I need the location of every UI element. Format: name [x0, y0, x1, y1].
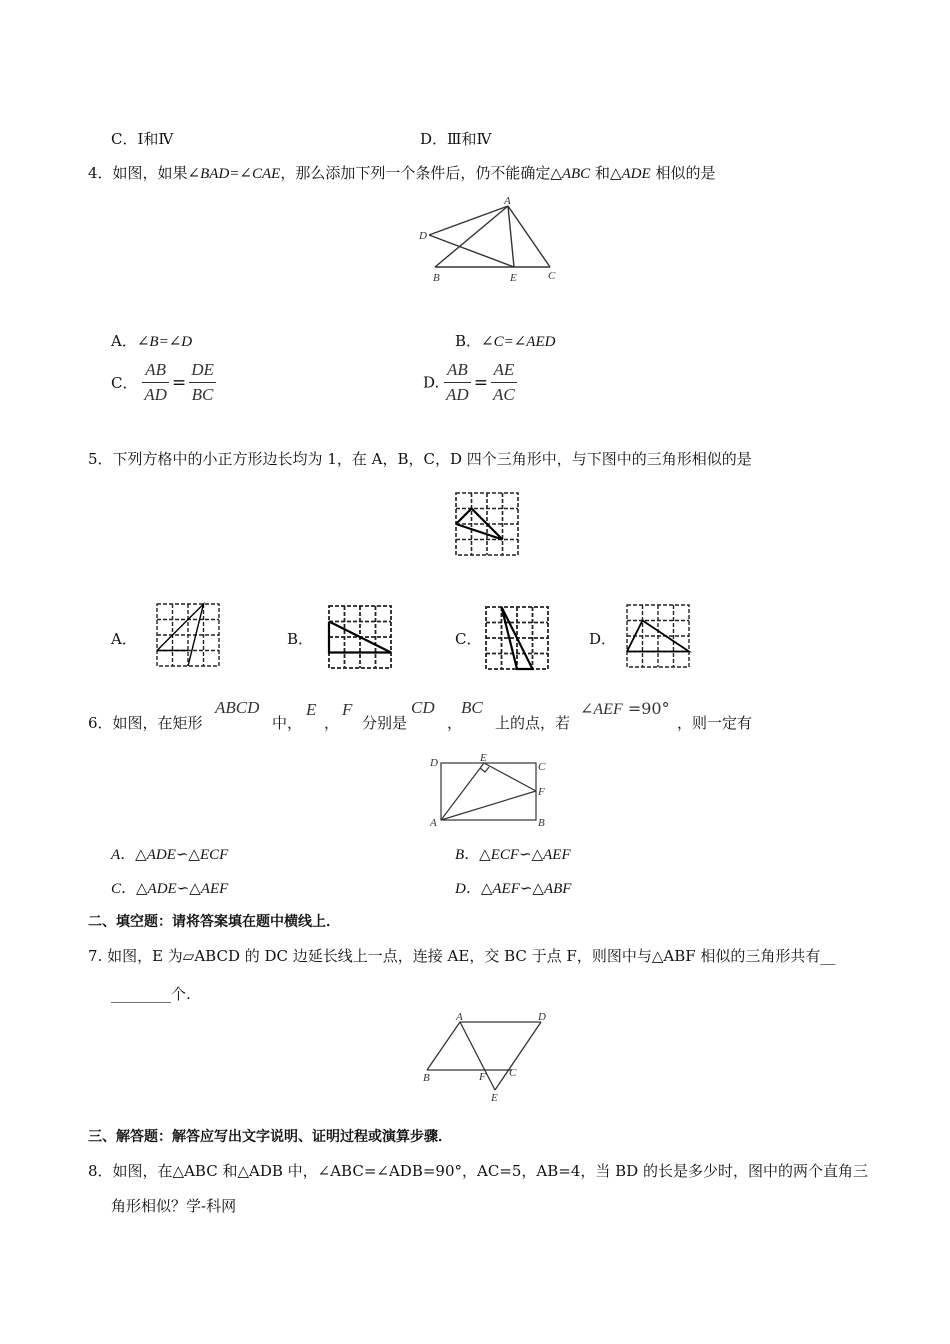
q4-question: 4．如图，如果∠BAD=∠CAE，那么添加下列一个条件后，仍不能确定△ABC 和△ADE 相似的是: [88, 164, 716, 182]
q5-grid-a: [156, 603, 222, 669]
q4-figure: [415, 195, 565, 290]
q6-comma2: ，: [447, 714, 463, 732]
q4-label-c: C: [548, 270, 556, 282]
q6-label-d: D: [430, 757, 438, 769]
q6-number: 6．如图，在矩形: [88, 714, 203, 732]
q6-option-b: B．△ECF∽△AEF: [455, 847, 571, 863]
q7-label-d: D: [538, 1011, 546, 1023]
q7-line1: 7. 如图，E 为▱ABCD 的 DC 边延长线上一点，连接 AE，交 BC 于点 F，则图中与△ABF 相似的三角形共有__: [88, 947, 836, 965]
q6-label-c: C: [538, 761, 546, 773]
q3-option-d: D．Ⅲ和Ⅳ: [420, 130, 492, 148]
q4-label-e: E: [510, 272, 517, 284]
q6-label-a: A: [430, 817, 437, 829]
q4-optc-frac2: $\frac{DE}{BC}$: [191, 360, 214, 404]
q8-line2: 角形相似？学-科网: [111, 1197, 237, 1215]
q6-option-a: A．△ADE∽△ECF: [111, 847, 229, 863]
q6-f: F: [342, 700, 353, 719]
section-fill-in: 二、填空题：请将答案填在题中横线上．: [88, 914, 340, 930]
q4-label-b: B: [433, 272, 440, 284]
q4-label-d: D: [419, 230, 427, 242]
q6-option-c: C．△ADE∽△AEF: [111, 881, 229, 897]
q7-line2: ________个.: [111, 985, 191, 1003]
q4-optc-frac1: $\frac{AB}{AD}$: [144, 360, 167, 404]
q5-grid-b: [328, 605, 394, 671]
q6-angle-expr: ∠AEF =90°: [580, 699, 670, 718]
q6-label-b: B: [538, 817, 545, 829]
q4-option-d: D. $\frac{AB}{AD}$ = $\frac{AE}{AC}$: [423, 360, 515, 404]
q4-option-c: C． $\frac{AB}{AD}$ = $\frac{DE}{BC}$: [111, 360, 214, 404]
q7-label-e: E: [491, 1092, 498, 1104]
q6-label-e: E: [480, 752, 487, 764]
q7-label-f: F: [479, 1071, 486, 1083]
q8-line1: 8．如图，在△ABC 和△ADB 中，∠ABC=∠ADB=90°，AC=5，AB=4，当 BD 的长是多少时，图中的两个直角三: [88, 1162, 868, 1180]
q4-option-a: A．∠B=∠D: [111, 332, 193, 350]
q5-option-b: B．: [287, 630, 314, 648]
q5-option-a: A．: [111, 630, 137, 648]
q7-figure: [420, 1010, 560, 1102]
q5-option-d: D．: [589, 630, 617, 648]
q7-label-a: A: [456, 1011, 463, 1023]
q4-optd-frac2: $\frac{AE}{AC}$: [492, 360, 515, 404]
section-solve: 三、解答题：解答应写出文字说明、证明过程或演算步骤．: [88, 1129, 452, 1145]
q6-label-f: F: [538, 786, 545, 798]
q5-option-c: C．: [455, 630, 482, 648]
q4-optd-frac1: $\frac{AB}{AD}$: [446, 360, 469, 404]
q5-grid-c: [485, 606, 551, 672]
q5-question: 5．下列方格中的小正方形边长均为 1，在 A，B，C，D 四个三角形中，与下图中的三角形相似的是: [88, 450, 752, 468]
q4-option-b: B．∠C=∠AED: [455, 332, 556, 350]
q6-are: 分别是: [362, 714, 408, 732]
q3-option-c: C．Ⅰ和Ⅳ: [111, 130, 174, 148]
q4-label-a: A: [504, 195, 511, 207]
q6-then: ，则一定有: [677, 714, 753, 732]
q6-e: E: [306, 700, 317, 719]
q6-cd: CD: [411, 698, 435, 717]
q6-comma: ，: [324, 714, 340, 732]
q6-rect: ABCD: [215, 698, 260, 717]
q6-option-d: D．△AEF∽△ABF: [455, 881, 572, 897]
q6-on: 上的点，若: [495, 714, 571, 732]
q6-bc: BC: [461, 698, 483, 717]
q5-main-grid: [455, 492, 521, 558]
q7-label-c: C: [509, 1067, 517, 1079]
q6-figure: [426, 754, 556, 830]
q6-mid: 中，: [272, 714, 303, 732]
q5-grid-d: [626, 604, 692, 670]
q7-label-b: B: [423, 1072, 430, 1084]
